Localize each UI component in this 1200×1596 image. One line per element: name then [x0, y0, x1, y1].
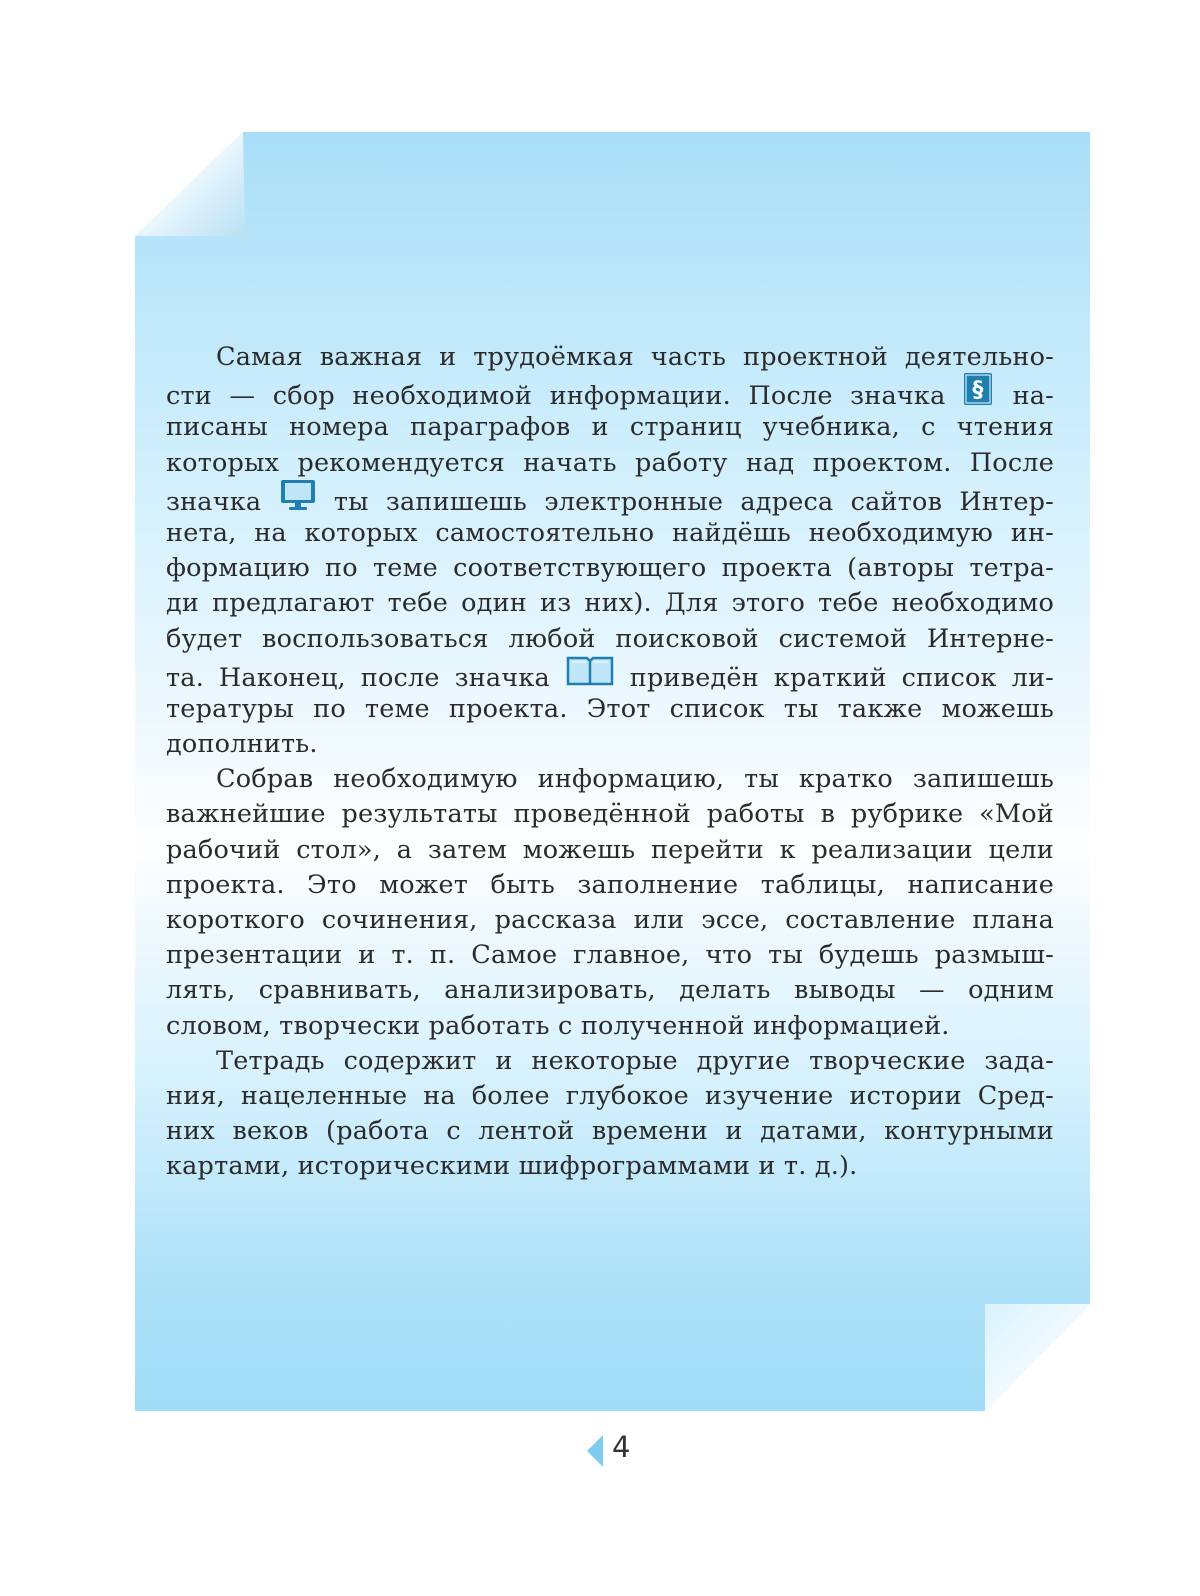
text-line: Тетрадь содержит и некоторые другие творческие зада-: [216, 1045, 1054, 1076]
text-fragment: на-: [1012, 381, 1054, 412]
text-line: тературы по теме проекта. Этот список ты также можешь: [166, 693, 1054, 724]
paragraph-section-icon: [963, 372, 995, 416]
text-line: презентации и т. п. Самое главное, что ты будешь размыш-: [166, 940, 1054, 971]
top-left-curl-shadow: [135, 132, 245, 236]
text-line: Собрав необходимую информацию, ты кратко запишешь: [216, 764, 1054, 795]
text-line: Самая важная и трудоёмкая часть проектной деятельно-: [216, 342, 1054, 372]
text-line: словом, творчески работать с полученной информацией.: [166, 1010, 950, 1041]
text-line: рабочий стол», а затем можешь перейти к реализации цели: [166, 834, 1054, 865]
open-book-icon: [565, 654, 615, 698]
text-line: картами, историческими шифрограммами и т. д.).: [166, 1151, 858, 1182]
text-line: ди предлагают тебе один из них). Для этого тебе необходимо: [166, 588, 1054, 619]
text-line-with-icon: [166, 481, 1054, 516]
text-line: писаны номера параграфов и страниц учебника, с чтения: [166, 412, 1054, 443]
text-line: формацию по теме соответствующего проекта (авторы тетра-: [166, 553, 1054, 584]
page-marker-arrow-icon: [585, 1435, 603, 1467]
text-fragment: та. Наконец, после значка: [166, 662, 550, 693]
text-line: дополнить.: [166, 729, 318, 760]
text-fragment: значка: [166, 486, 262, 517]
text-line: будет воспользоваться любой поисковой системой Интерне-: [166, 623, 1054, 654]
computer-monitor-icon: [279, 478, 317, 522]
body-text: [166, 340, 1054, 1185]
text-line-with-icon: [166, 375, 1054, 410]
text-line: проекта. Это может быть заполнение таблицы, написание: [166, 869, 1054, 900]
text-fragment: сти — сбор необходимой информации. После значка: [166, 381, 946, 412]
text-line-with-icon: [166, 657, 1054, 692]
text-line: короткого сочинения, рассказа или эссе, составление плана: [166, 905, 1054, 935]
text-line: лять, сравнивать, анализировать, делать выводы — одним: [166, 975, 1054, 1006]
text-fragment: ты запишешь электронные адреса сайтов Интер-: [333, 486, 1054, 517]
text-line: них веков (работа с лентой времени и датами, контурными: [166, 1116, 1054, 1147]
page-number: 4: [612, 1430, 631, 1464]
text-fragment: приведён краткий список ли-: [629, 662, 1054, 693]
text-line: ния, нацеленные на более глубокое изучение истории Сред-: [166, 1080, 1054, 1111]
text-line: нета, на которых самостоятельно найдёшь необходимую ин-: [166, 517, 1054, 548]
text-line: которых рекомендуется начать работу над проектом. После: [166, 447, 1054, 478]
text-line: важнейшие результаты проведённой работы в рубрике «Мой: [166, 799, 1054, 830]
svg-text:§: §: [972, 378, 984, 404]
bottom-right-page-curl: [985, 1304, 1090, 1411]
